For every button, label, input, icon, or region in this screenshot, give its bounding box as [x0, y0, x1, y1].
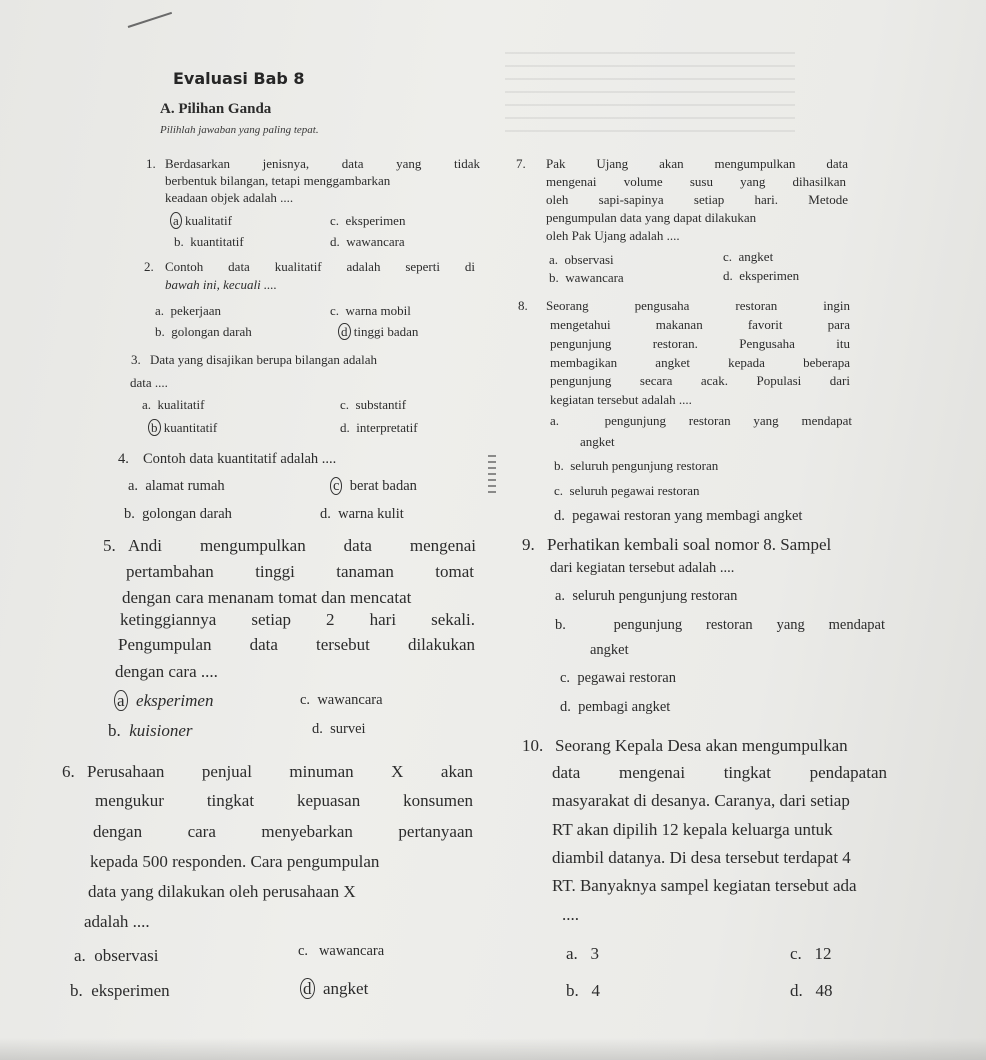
answer-circle: a	[170, 212, 182, 229]
option-a[interactable]: a. observasi	[549, 252, 614, 267]
option-a[interactable]: a. seluruh pengunjung restoran	[555, 588, 738, 604]
question-text: data yang dilakukan oleh perusahaan X	[88, 882, 356, 901]
question-number: 9.	[522, 535, 535, 554]
question-text: data mengenai tingkat pendapatan	[552, 763, 887, 782]
option-b[interactable]: b. pengunjung restoran yang mendapat	[555, 617, 885, 633]
question-text: mengetahui makanan favorit para	[550, 317, 850, 332]
option-b[interactable]: b. seluruh pengunjung restoran	[554, 458, 719, 473]
option-d[interactable]: d. interpretatif	[340, 420, 418, 435]
option-d[interactable]: d. eksperimen	[723, 268, 800, 283]
question-number: 2.	[144, 259, 154, 274]
question-text: ....	[562, 905, 579, 924]
option-d[interactable]: d. survei	[312, 721, 366, 737]
question-text: dari kegiatan tersebut adalah ....	[550, 560, 735, 576]
question-text: masyarakat di desanya. Caranya, dari setiap	[552, 791, 850, 810]
question-number: 8.	[518, 298, 528, 313]
option-c[interactable]: c. seluruh pegawai restoran	[554, 483, 700, 498]
option-b[interactable]: b. golongan darah	[124, 506, 232, 522]
option-d[interactable]: d. 48	[790, 981, 833, 1000]
question-text: pengunjung restoran. Pengusaha itu	[550, 336, 850, 351]
question-text: dengan cara menyebarkan pertanyaan	[93, 822, 473, 841]
option-a[interactable]: a eksperimen	[114, 692, 213, 711]
option-b[interactable]: b. golongan darah	[155, 324, 252, 339]
question-text: pertambahan tinggi tanaman tomat	[126, 562, 474, 581]
question-text: pengumpulan data yang dapat dilakukan	[546, 210, 757, 225]
answer-circle: a	[114, 690, 128, 711]
option-c[interactable]: c. eksperimen	[330, 213, 406, 228]
instruction-text: Pilihlah jawaban yang paling tepat.	[160, 124, 319, 136]
question-text: Contoh data kualitatif adalah seperti di	[165, 259, 475, 274]
option-c[interactable]: c. pegawai restoran	[560, 670, 676, 686]
option-a[interactable]: a. kualitatif	[142, 397, 205, 412]
question-text: keadaan objek adalah ....	[165, 190, 294, 205]
option-c[interactable]: c berat badan	[330, 479, 417, 495]
question-text: Berdasarkan jenisnya, data yang tidak	[165, 156, 480, 171]
answer-circle: d	[338, 323, 351, 340]
question-text: ketinggiannya setiap 2 hari sekali.	[120, 610, 475, 629]
question-text: RT akan dipilih 12 kepala keluarga untuk	[552, 820, 833, 839]
question-number: 4.	[118, 451, 129, 467]
option-c[interactable]: c. warna mobil	[330, 303, 411, 318]
option-d[interactable]: d. pembagi angket	[560, 699, 671, 715]
question-text: pengunjung secara acak. Populasi dari	[550, 373, 850, 388]
option-a[interactable]: a. alamat rumah	[128, 478, 225, 494]
question-number: 7.	[516, 156, 526, 171]
question-text: kepada 500 responden. Cara pengumpulan	[90, 852, 380, 871]
option-c[interactable]: c. angket	[723, 249, 774, 264]
question-number: 3.	[131, 352, 141, 367]
question-text: dengan cara menanam tomat dan mencatat	[122, 588, 412, 607]
bleed-through-text	[505, 52, 795, 142]
question-text: diambil datanya. Di desa tersebut terdapat 4	[552, 848, 851, 867]
question-number: 1.	[146, 156, 156, 171]
question-text: mengukur tingkat kepuasan konsumen	[95, 791, 473, 810]
option-c[interactable]: c. wawancara	[300, 692, 383, 708]
question-text: Contoh data kuantitatif adalah ....	[143, 451, 337, 467]
question-text: membagikan angket kepada beberapa	[550, 355, 850, 370]
answer-circle: b	[148, 419, 161, 436]
option-a-continued: angket	[580, 434, 615, 449]
option-c[interactable]: c. 12	[790, 944, 832, 963]
option-c[interactable]: c. substantif	[340, 397, 407, 412]
question-text: kegiatan tersebut adalah ....	[550, 392, 692, 407]
margin-mark	[488, 455, 496, 493]
question-text: oleh sapi-sapinya setiap hari. Metode	[546, 192, 848, 207]
option-a[interactable]: a. 3	[566, 944, 600, 963]
question-text: bawah ini, kecuali ....	[165, 277, 277, 292]
question-text: oleh Pak Ujang adalah ....	[546, 228, 680, 243]
section-heading: A. Pilihan Ganda	[160, 101, 272, 117]
option-b[interactable]: b. 4	[566, 981, 600, 1000]
option-d[interactable]: d. warna kulit	[320, 506, 404, 522]
question-text: mengenai volume susu yang dihasilkan	[546, 174, 846, 189]
page-title: Evaluasi Bab 8	[173, 69, 305, 88]
question-text: RT. Banyaknya sampel kegiatan tersebut ada	[552, 876, 857, 895]
option-d[interactable]: d tinggi badan	[338, 325, 418, 339]
option-a[interactable]: a. pekerjaan	[155, 303, 222, 318]
question-text: Perusahaan penjual minuman X akan	[87, 762, 473, 781]
option-a[interactable]: a. observasi	[74, 946, 159, 965]
answer-circle: d	[300, 978, 315, 999]
question-text: data ....	[130, 375, 168, 390]
option-b[interactable]: b. kuisioner	[108, 721, 193, 740]
question-text: Perhatikan kembali soal nomor 8. Sampel	[547, 535, 832, 554]
question-number: 5.	[103, 536, 116, 555]
option-c[interactable]: c. wawancara	[298, 943, 385, 959]
question-number: 10.	[522, 736, 544, 755]
question-text: Data yang disajikan berupa bilangan adalah	[150, 352, 378, 367]
question-text: Andi mengumpulkan data mengenai	[128, 536, 476, 555]
option-d[interactable]: d. wawancara	[330, 234, 405, 249]
pen-mark	[128, 12, 172, 28]
page-shadow	[0, 1038, 986, 1060]
question-text: adalah ....	[84, 912, 150, 931]
option-d[interactable]: d. pegawai restoran yang membagi angket	[554, 508, 803, 524]
option-a[interactable]: a kualitatif	[170, 214, 232, 228]
question-text: Seorang pengusaha restoran ingin	[546, 298, 850, 313]
question-text: Seorang Kepala Desa akan mengumpulkan	[555, 736, 848, 755]
option-b[interactable]: b kuantitatif	[148, 421, 217, 435]
option-b[interactable]: b. eksperimen	[70, 981, 170, 1000]
question-text: dengan cara ....	[115, 662, 218, 681]
option-b[interactable]: b. kuantitatif	[174, 234, 244, 249]
option-b-continued: angket	[590, 642, 629, 658]
question-text: Pak Ujang akan mengumpulkan data	[546, 156, 848, 171]
option-d[interactable]: d angket	[300, 980, 368, 999]
option-a[interactable]: a. pengunjung restoran yang mendapat	[550, 413, 852, 428]
question-text: Pengumpulan data tersebut dilakukan	[118, 635, 475, 654]
question-text: berbentuk bilangan, tetapi menggambarkan	[165, 173, 391, 188]
question-number: 6.	[62, 762, 75, 781]
option-b[interactable]: b. wawancara	[549, 270, 624, 285]
answer-circle: c	[330, 477, 342, 495]
